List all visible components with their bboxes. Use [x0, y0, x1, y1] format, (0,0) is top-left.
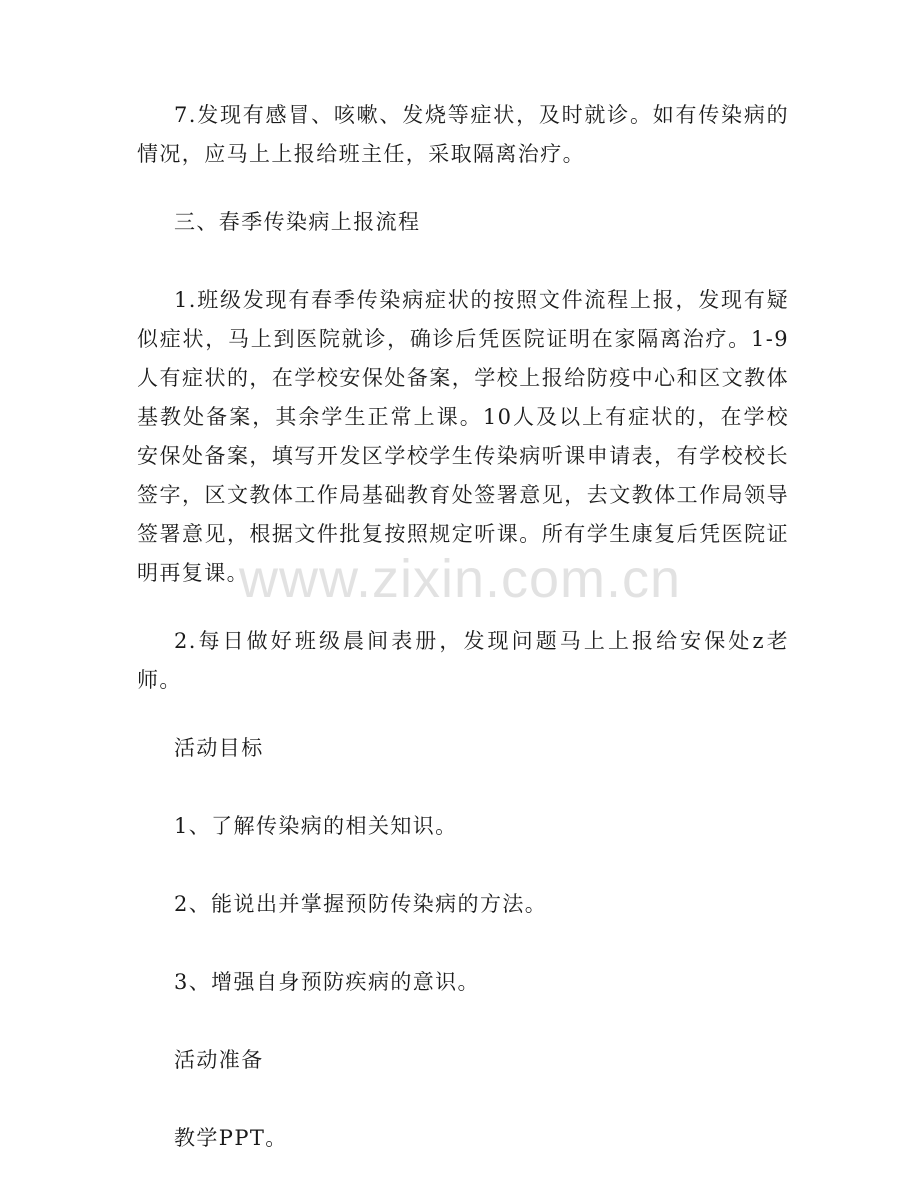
goal-item-1: 1、了解传染病的相关知识。 [174, 814, 458, 838]
goal-item-2: 2、能说出并掌握预防传染病的方法。 [174, 892, 548, 916]
paragraph-report-step-2: 2.每日做好班级晨间表册，发现问题马上上报给安保处z老师。 [137, 629, 789, 692]
paragraph-item-7: 7.发现有感冒、咳嗽、发烧等症状，及时就诊。如有传染病的情况，应马上上报给班主任，采取隔离治疗。 [137, 103, 789, 166]
heading-activity-goals: 活动目标 [174, 736, 264, 760]
preparation-item: 教学PPT。 [174, 1126, 288, 1150]
paragraph-report-step-1: 1.班级发现有春季传染病症状的按照文件流程上报，发现有疑似症状，马上到医院就诊，确诊后凭医院证明在家隔离治疗。1-9人有症状的，在学校安保处备案，学校上报给防疫中心和区文教体基教处备案，其余学生正常上课。10人及以上有症状的，在学校安保处备案，填写开发区学校学生传染病听课申请表，有学校校长签字，区文教体工作局基础教育处签署意见，去文教体工作局领导签署意见，根据文件批复按照规定听课。所有学生康复后凭医院证明再复课。 [137, 288, 789, 585]
document-body [137, 96, 789, 1197]
goal-item-3: 3、增强自身预防疾病的意识。 [174, 970, 480, 994]
section-heading-report-process: 三、春季传染病上报流程 [174, 210, 421, 234]
watermark: www.zixin.com.cn [238, 549, 682, 609]
heading-activity-preparation: 活动准备 [174, 1048, 264, 1072]
